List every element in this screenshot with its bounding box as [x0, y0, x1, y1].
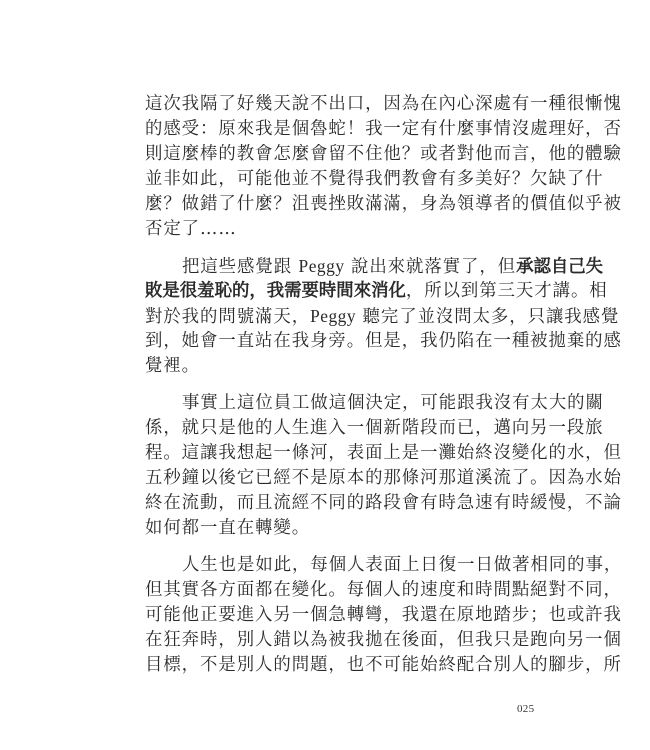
- text-line: 可能他正要進入另一個急轉彎，我還在原地踏步；也或許我: [145, 605, 622, 625]
- text-line: 係，就只是他的人生進入一個新階段而已，邁向另一段旅: [145, 418, 604, 438]
- text-line: [145, 254, 604, 279]
- text-line: 人生也是如此，每個人表面上日復一日做著相同的事，: [182, 555, 623, 575]
- text-run: ，所以到第三天才講。相: [405, 281, 608, 301]
- text-line: [145, 279, 608, 304]
- text-run: 對於我的問號滿天，: [145, 307, 311, 327]
- text-line: 麼？做錯了什麼？沮喪挫敗滿滿，身為領導者的價值似乎被: [145, 194, 622, 214]
- text-line: 到，她會一直站在我身旁。但是，我仍陷在一種被拋棄的感: [145, 331, 622, 351]
- text-run: 說出來就落實了，但: [344, 257, 517, 277]
- text-line: 終在流動，而且流經不同的路段會有時急速有時緩慢，不論: [145, 493, 622, 513]
- person-name: Peggy: [298, 256, 345, 276]
- text-line: 這次我隔了好幾天說不出口，因為在內心深處有一種很慚愧: [145, 94, 622, 114]
- text-line: 則這麼棒的教會怎麼會留不住他？或者對他而言，他的體驗: [145, 144, 622, 164]
- text-line: 否定了……: [145, 219, 237, 239]
- text-run: 聽完了並沒問太多，只讓我感覺: [356, 307, 620, 327]
- text-line: 五秒鐘以後它已經不是原本的那條河那道溪流了。因為水始: [145, 468, 622, 488]
- page-number: 025: [517, 703, 535, 715]
- text-line: 事實上這位員工做這個決定，可能跟我沒有太大的關: [182, 393, 604, 413]
- text-line: 程。這讓我想起一條河，表面上是一灘始終沒變化的水，但: [145, 443, 622, 463]
- text-line: 如何都一直在轉變。: [145, 518, 311, 538]
- body-text: [145, 92, 623, 690]
- paragraph-2: [145, 254, 622, 379]
- text-line: 的感受：原來我是個魯蛇！我一定有什麼事情沒處理好，否: [145, 119, 622, 139]
- paragraph-3: [145, 391, 622, 541]
- text-line: 目標，不是別人的問題，也不可能始終配合別人的腳步，所: [145, 655, 622, 675]
- text-line: 但其實各方面都在變化。每個人的速度和時間點絕對不同，: [145, 580, 622, 600]
- text-line: 並非如此，可能他並不覺得我們教會有多美好？欠缺了什: [145, 169, 604, 189]
- person-name: Peggy: [310, 306, 357, 326]
- text-run: 把這些感覺跟: [182, 257, 299, 277]
- emphasis-text: 敗是很羞恥的，我需要時間來消化: [145, 281, 406, 301]
- paragraph-4: [145, 553, 623, 678]
- emphasis-text: 承認自己失: [516, 257, 604, 277]
- paragraph-1: [145, 92, 622, 242]
- text-line: [145, 304, 620, 329]
- text-line: 在狂奔時，別人錯以為被我拋在後面，但我只是跑向另一個: [145, 630, 622, 650]
- text-line: 覺裡。: [145, 356, 201, 376]
